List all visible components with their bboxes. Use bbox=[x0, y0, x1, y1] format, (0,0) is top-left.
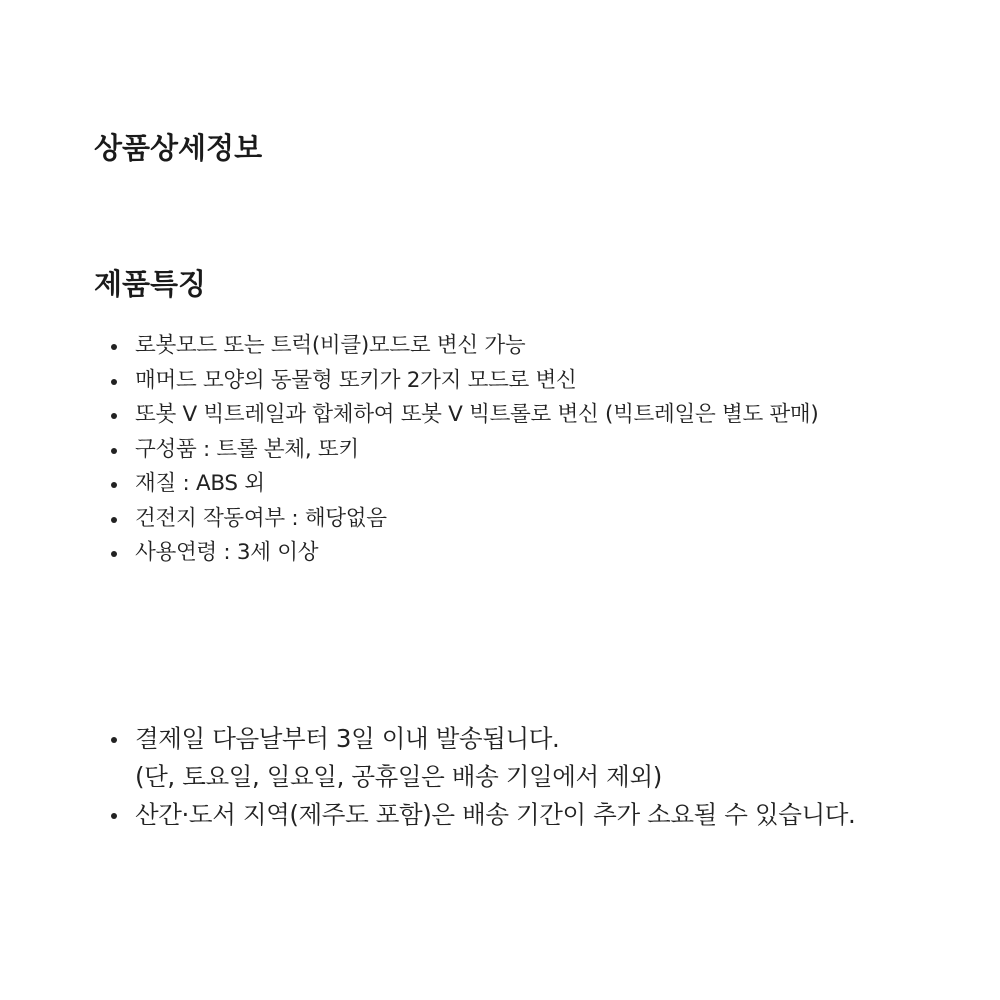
list-item bbox=[135, 536, 818, 571]
notice-subtext: (단, 토요일, 일요일, 공휴일은 배송 기일에서 제외) bbox=[135, 762, 662, 791]
section-heading-features: 제품특징 bbox=[94, 267, 207, 301]
list-item bbox=[135, 329, 818, 364]
notice-item bbox=[135, 796, 855, 834]
list-item bbox=[135, 433, 818, 468]
list-item-text: 구성품 : 트롤 본체, 또키 bbox=[135, 436, 359, 462]
list-item-text: 또봇 V 빅트레일과 합체하여 또봇 V 빅트롤로 변신 (빅트레일은 별도 판매) bbox=[135, 402, 819, 427]
bullet-icon bbox=[111, 379, 117, 385]
bullet-icon bbox=[111, 737, 117, 743]
list-item-text: 로봇모드 또는 트럭(비클)모드로 변신 가능 bbox=[135, 333, 526, 358]
notice-text: 결제일 다음날부터 3일 이내 발송됩니다. bbox=[135, 724, 560, 753]
bullet-icon bbox=[111, 448, 117, 454]
list-item-text: 매머드 모양의 동물형 또키가 2가지 모드로 변신 bbox=[135, 367, 577, 393]
notice-text: 산간·도서 지역(제주도 포함)은 배송 기간이 추가 소요될 수 있습니다. bbox=[135, 800, 856, 829]
bullet-icon bbox=[111, 413, 117, 419]
shipping-notice-list bbox=[94, 720, 855, 834]
list-item-text: 재질 : ABS 외 bbox=[135, 471, 265, 496]
bullet-icon bbox=[111, 344, 117, 350]
list-item bbox=[135, 364, 818, 399]
bullet-icon bbox=[111, 517, 117, 523]
bullet-icon bbox=[111, 813, 117, 819]
bullet-icon bbox=[111, 551, 117, 557]
list-item bbox=[135, 398, 818, 433]
list-item-text: 사용연령 : 3세 이상 bbox=[135, 540, 319, 565]
page-title: 상품상세정보 bbox=[94, 131, 263, 165]
list-item bbox=[135, 467, 818, 502]
feature-list bbox=[94, 329, 818, 571]
bullet-icon bbox=[111, 482, 117, 488]
list-item-text: 건전지 작동여부 : 해당없음 bbox=[135, 505, 387, 531]
list-item bbox=[135, 502, 818, 537]
notice-item bbox=[135, 720, 855, 796]
